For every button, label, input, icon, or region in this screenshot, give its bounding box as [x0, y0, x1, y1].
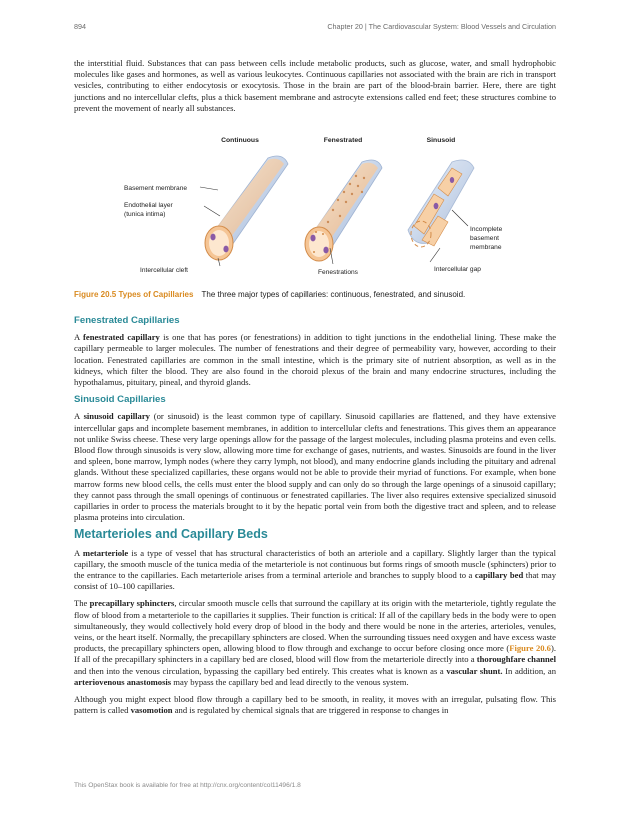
term-vascular-shunt: vascular shunt.: [446, 665, 503, 676]
figure-caption-label: Figure 20.5 Types of Capillaries: [74, 290, 194, 299]
label-basement: basement: [470, 235, 499, 242]
capillary-types-figure: [118, 130, 518, 280]
figure-caption: [74, 290, 556, 299]
text-run: may bypass the capillary bed and lead directly to the venous system.: [171, 676, 409, 687]
text-run: , circular smooth muscle cells that surround the capillary at its origin with the metarteriole, tightly regulate the flow of blood from a metarteriole to the capillaries it supplies. Their function is critical: If all of the capillary beds in the body were to open simultaneously, they would collectively hold every drop of blood in the body and there would be none in the arteries, arterioles, venules, veins, or the heart itself. Normally, the precapillary sphincters are closed. When the surrounding tissues need oxygen and have excess waste products, the precapillary sphincters open, allowing blood to flow through and exchange to occur before closing once more (: [74, 598, 556, 654]
text-run: A: [74, 332, 84, 343]
paragraph-vasomotion: [74, 694, 556, 716]
capillary-illustration: [118, 130, 518, 280]
heading-fenestrated: Fenestrated Capillaries: [74, 315, 180, 326]
text-run: A: [74, 547, 83, 558]
text-run: and is regulated by chemical signals that are triggered in response to changes in: [172, 705, 449, 716]
term-thoroughfare-channel: thoroughfare channel: [476, 654, 556, 665]
label-incomplete: Incomplete: [470, 226, 503, 233]
intro-paragraph: the interstitial fluid. Substances that can pass between cells include metabolic products, such as glucose, water, and small hydrophobic molecules like gases and hormones, as well as various leukocytes. Continuous capillaries not associated with the brain are rich in transport vesicles, contributing to either endocytosis or exocytosis. Those in the brain are part of the blood-brain barrier. Here, there are tight junctions and no intercellular clefts, plus a thick basement membrane and astrocyte extensions called end feet; these structures combine to prevent the movement of nearly all substances.: [74, 58, 556, 113]
term-precapillary-sphincters: precapillary sphincters: [89, 598, 175, 609]
paragraph-precapillary: [74, 598, 556, 688]
label-intercellular-gap: Intercellular gap: [434, 266, 481, 273]
paragraph-metarteriole: [74, 548, 556, 593]
heading-sinusoid: Sinusoid Capillaries: [74, 394, 166, 406]
term-sinusoid-capillary: sinusoid capillary: [83, 411, 150, 422]
term-fenestrated-capillary: fenestrated capillary: [83, 332, 160, 343]
figure-title-sinusoid: Sinusoid: [426, 137, 456, 144]
figure-link[interactable]: Figure 20.6: [509, 643, 551, 654]
intro-text: [74, 58, 556, 120]
term-metarteriole: metarteriole: [82, 547, 129, 558]
text-run: is one that has pores (or fenestrations) in addition to tight junctions in the endothelial lining. These make the capillary permeable to larger molecules. The number of fenestrations and their degree of permeability vary, however, according to their location. Fenestrated capillaries are common in the small intestine, which is the primary site of nutrient absorption, as well as in the kidneys, which filter the blood. They are also found in the choroid plexus of the brain and many endocrine structures, including the hypothalamus, pituitary, pineal, and thyroid glands.: [74, 332, 557, 388]
chapter-header: Chapter 20 | The Cardiovascular System: Blood Vessels and Circulation: [327, 22, 556, 31]
term-arteriovenous-anastomosis: arteriovenous anastomosis: [74, 676, 172, 687]
label-basement-membrane: Basement membrane: [124, 185, 188, 192]
text-run: The: [74, 598, 90, 609]
sinusoid-capillary-drawing: [408, 160, 474, 247]
text-run: (or sinusoid) is the least common type of capillary. Sinusoid capillaries are flattened, and they have extensive intercellular gaps and incomplete basement membranes, in addition to intercellular clefts and fenestrations. This gives them an appearance not unlike Swiss cheese. These very large openings allow for the passage of the largest molecules, including plasma proteins and even cells. Blood flow through sinusoids is very slow, allowing more time for exchange of gases, nutrients, and wastes. Sinusoids are found in the liver and spleen, bone marrow, lymph nodes (where they carry lymph, not blood), and many endocrine glands including the pituitary and adrenal glands. Without these specialized capillaries, these organs would not be able to provide their myriad of functions. For example, when bone marrow forms new blood cells, the cells must enter the blood supply and can only do so through the large openings of a sinusoid capillary; they cannot pass through the small openings of continuous or fenestrated capillaries. The liver also requires extensive specialized sinusoid capillaries in order to process the materials brought to it by the hepatic portal vein from both the digestive tract and spleen, and to release plasma proteins into circulation.: [74, 411, 556, 523]
label-membrane: membrane: [470, 244, 502, 251]
label-fenestrations: Fenestrations: [318, 269, 358, 276]
text-run: and then into the venous circulation, bypassing the capillary bed entirely. This creates what is known as a: [74, 665, 447, 676]
figure-title-fenestrated: Fenestrated: [323, 137, 363, 144]
figure-caption-text: The three major types of capillaries: continuous, fenestrated, and sinusoid.: [201, 290, 466, 299]
text-run: A: [74, 411, 84, 422]
label-endothelial-layer: Endothelial layer: [124, 202, 173, 209]
term-capillary-bed: capillary bed: [474, 570, 524, 581]
text-run: that may consist of 10–100 capillaries.: [74, 570, 556, 592]
text-run: is a type of vessel that has structural characteristics of both an arteriole and a capillary. Slightly larger than the typical capillary, the smooth muscle of the tunica media of the metarteriole is not continuous but forms rings of smooth muscle (sphincters) prior to the entrance to the capillaries. Each metarteriole arises from a terminal arteriole and branches to supply blood to a: [74, 547, 556, 581]
figure-title-continuous: Continuous: [221, 137, 259, 144]
text-run: Although you might expect blood flow through a capillary bed to be smooth, in reality, it moves with an irregular, pulsating flow. This pattern is called: [74, 694, 556, 716]
footer-note: This OpenStax book is available for free at http://cnx.org/content/col11496/1.8: [74, 782, 301, 789]
label-tunica-intima: (tunica intima): [124, 211, 166, 218]
term-vasomotion: vasomotion: [130, 705, 173, 716]
text-run: In addition, an: [502, 665, 556, 676]
paragraph-fenestrated: [74, 332, 556, 388]
heading-metarterioles: Metarterioles and Capillary Beds: [74, 527, 268, 542]
label-intercellular-cleft: Intercellular cleft: [140, 267, 189, 274]
page-number: 894: [74, 22, 86, 31]
continuous-capillary-drawing: [205, 156, 288, 260]
paragraph-sinusoid: [74, 411, 556, 523]
text-run: ). If all of the precapillary sphincters in a capillary bed are closed, blood will flow from the metarteriole directly into a: [74, 643, 556, 665]
main-text: [74, 315, 556, 723]
fenestrated-capillary-drawing: [305, 160, 382, 261]
